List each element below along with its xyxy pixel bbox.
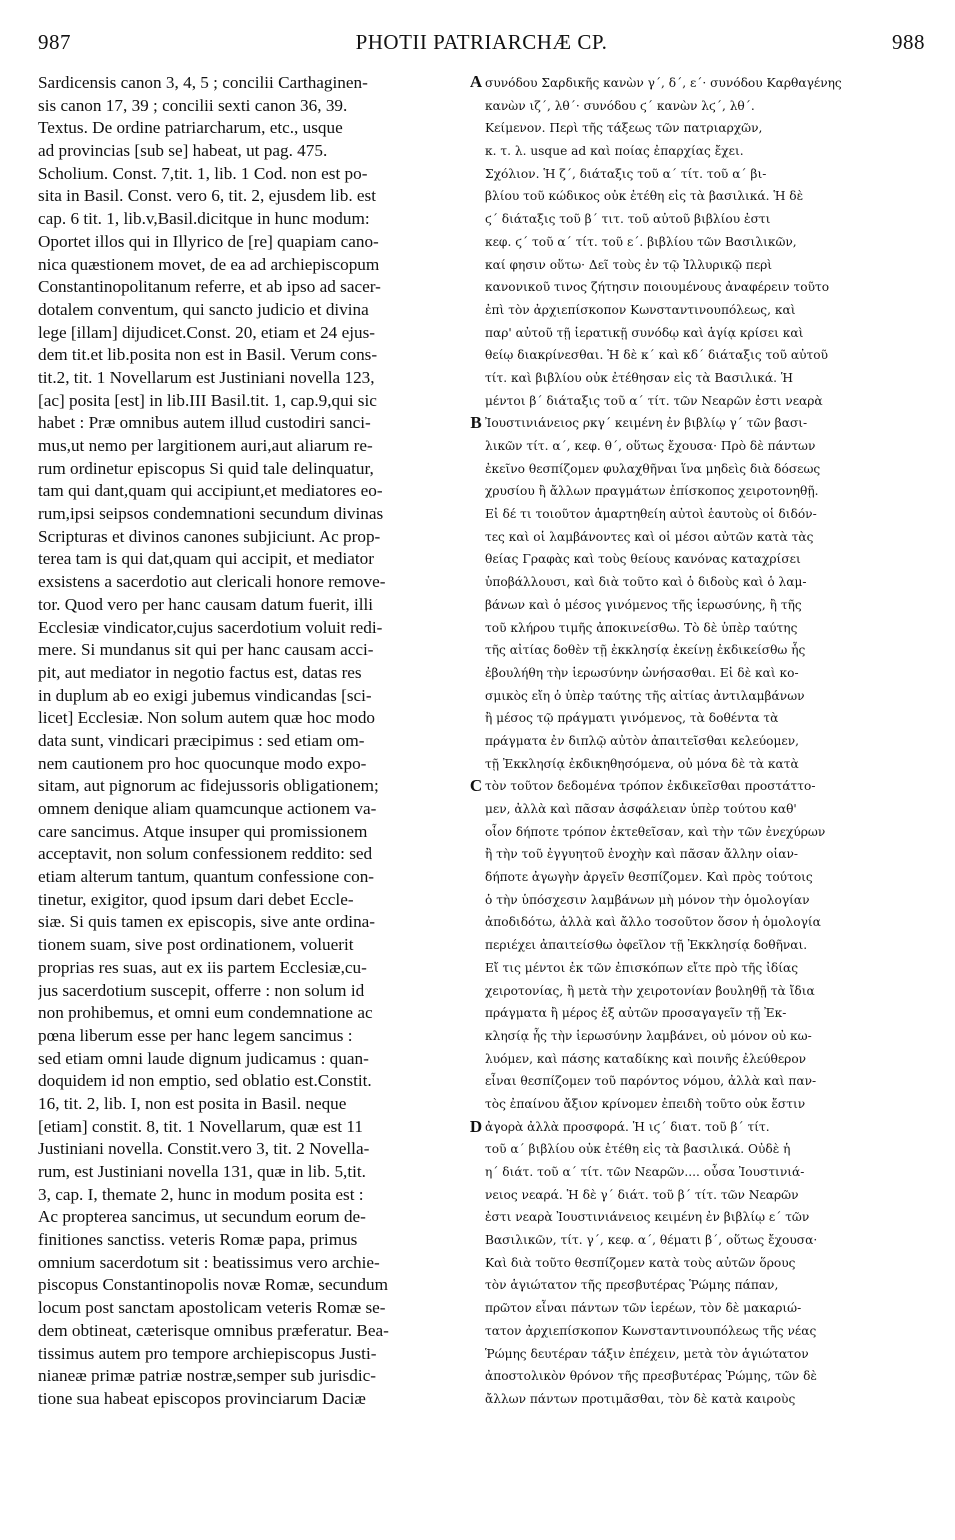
latin-line: tit.2, tit. 1 Novellarum est Justiniani novella 123, (38, 367, 375, 387)
latin-line: rum,ipsi seipsos condemnationi secundum divinas (38, 504, 384, 524)
greek-line: Σχόλιον. Ἡ ζ΄, διάταξις τοῦ α΄ τίτ. τοῦ α΄ βι- (485, 166, 767, 181)
greek-line: κανονικοῦ τινος ζήτησιν ποιουμένους ἀναφέρειν τοῦτο (485, 280, 830, 295)
latin-line: data sunt, vindicari præcipimus : sed etiam om- (38, 730, 365, 750)
latin-line: lege [illam] dijudicet.Const. 20, etiam et 24 ejus- (38, 322, 375, 342)
latin-line: pit, aut mediator in negotio factus est, datas res (38, 662, 362, 682)
greek-line: τοῦ α΄ βιβλίου οὐκ ἐτέθη εἰς τὰ βασιλικά. Οὐδὲ ἡ (485, 1142, 791, 1157)
latin-line: finitiones sanctiss. veteris Romæ papa, primus (38, 1230, 358, 1250)
greek-line: Ἰουστινιάνειος ρκγ΄ κειμένη ἐν βιβλίῳ γ΄ τῶν βασι- (485, 416, 808, 431)
greek-line: κ. τ. λ. usque ad καὶ ποίας ἐπαρχίας ἔχει. (485, 144, 744, 159)
greek-line: δήποτε ἀγωγὴν ἀργεῖν θεσπίζομεν. Καὶ πρὸς τούτοις (485, 870, 813, 885)
greek-line: Καὶ διὰ τοῦτο θεσπίζομεν κατὰ τοὺς αὐτῶν ὅρους (485, 1255, 796, 1270)
latin-line: Justiniani novella. Constit.vero 3, tit. 2 Novella- (38, 1139, 370, 1159)
latin-line: tor. Quod vero per hanc causam datum fuerit, illi (38, 594, 374, 614)
greek-line: βλίου τοῦ κώδικος οὐκ ἐτέθη εἰς τὰ βασιλικά. Ἡ δὲ (485, 189, 804, 204)
greek-line: περιέχει ἀπαιτείσθω ὀφεῖλον τῇ Ἐκκλησίᾳ δοθῆναι. (485, 938, 808, 953)
greek-line: τοῦ κλήρου τιμῆς ἀποκινείσθω. Τὸ δὲ ὑπὲρ ταύτης (485, 620, 798, 635)
latin-line: tionem suam, sive post ordinationem, voluerit (38, 935, 354, 955)
greek-line: ἐκεῖνο θεσπίζομεν φυλαχθῆναι ἵνα μηδεὶς διὰ δόσεως (485, 461, 821, 476)
margin-marker-a: A (469, 72, 483, 91)
greek-line: Κείμενον. Περὶ τῆς τάξεως τῶν πατριαρχῶν, (485, 121, 763, 136)
greek-line: βάνων καὶ ὁ μέσος γινόμενος τῆς ἱερωσύνης, ἢ τῆς (485, 597, 802, 612)
latin-column (38, 72, 466, 1411)
greek-line: οἷον δήποτε τρόπον ἐκτεθεῖσαν, καὶ τὴν τῶν ἐνεχύρων (485, 824, 826, 839)
greek-line: μέντοι β΄ διάταξις τοῦ α΄ τίτ. τῶν Νεαρῶν ἐστι νεαρὰ (485, 393, 823, 408)
greek-line: λυόμεν, καὶ πάσης καταδίκης καὶ ποινῆς ἐλεύθερον (485, 1051, 807, 1066)
margin-marker-d: D (469, 1117, 483, 1136)
latin-line: nica quæstionem movet, de ea ad archiepiscopum (38, 254, 380, 274)
greek-line: Ῥώμης δευτέραν τάξιν ἐπέχειν, μετὰ τὸν ἁγιώτατον (485, 1346, 809, 1361)
latin-line: jus sacerdotium suscepit, offerre : non solum id (38, 980, 365, 1000)
greek-line: ἀγορὰ ἀλλὰ προσφορά. Ἡ ιϛ΄ διατ. τοῦ β΄ τίτ. (485, 1119, 770, 1134)
greek-line: τες καὶ οἱ λαμβάνοντες καὶ οἱ μέσοι αὐτῶν κατὰ τὰς (485, 529, 814, 544)
latin-line: Ac propterea sancimus, ut secundum eorum de- (38, 1207, 366, 1227)
greek-line: τὸς ἐπαίνου ἄξιον κρίνομεν ἐπειδὴ τοῦτο οὐκ ἔστιν (485, 1096, 806, 1111)
greek-line: τῆς αἰτίας δοθὲν τῇ ἐκκλησίᾳ ἐκείνῃ ἐκδικείσθω ἧς (485, 643, 806, 658)
latin-line: etiam alterum tantum, quantum confessione con- (38, 867, 375, 887)
latin-line: mus,ut nemo per largitionem auri,aut aliarum re- (38, 436, 373, 455)
latin-line: pœna liberum esse per hanc legem sancimus : (38, 1025, 353, 1045)
latin-line: tam qui dant,quam qui accipiunt,et mediatores eo- (38, 481, 383, 501)
latin-line: 3, cap. I, themate 2, hunc in modum posita est : (38, 1184, 364, 1204)
greek-line: ἀποδιδότω, ἀλλὰ καὶ ἄλλο τοσοῦτον ὅσον ἡ ὁμολογία (485, 915, 821, 930)
latin-line: sita in Basil. Const. vero 6, tit. 2, ejusdem lib. est (38, 186, 377, 206)
greek-line: μεν, ἀλλὰ καὶ πᾶσαν ἀσφάλειαν ὑπὲρ τούτου καθ' (485, 802, 797, 816)
latin-line: licet] Ecclesiæ. Non solum autem quæ hoc modo (38, 708, 376, 728)
latin-line: Oportet illos qui in Illyrico de [re] quapiam cano- (38, 231, 379, 251)
greek-line: χειροτονίας, ἢ μετὰ τὴν χειροτονίαν βουληθῇ τὰ ἴδια (485, 983, 815, 998)
latin-line: rum, est Justiniani novella 131, quæ in lib. 5,tit. (38, 1162, 366, 1181)
latin-line: [etiam] constit. 8, tit. 1 Novellarum, quæ est 11 (38, 1116, 363, 1136)
latin-line: Ecclesiæ vindicator,cujus sacerdotium voluit redi- (38, 617, 383, 637)
greek-line: πράγματα ἢ μέρος ἐξ αὐτῶν προσαγαγεῖν τῇ Ἐκ- (485, 1006, 787, 1021)
latin-line: care sancimus. Atque insuper qui promissionem (38, 821, 368, 841)
latin-line: sis canon 17, 39 ; concilii sexti canon 36, 39. (38, 95, 348, 115)
margin-marker-c: C (469, 776, 483, 795)
greek-line: κεφ. ϛ΄ τοῦ α΄ τίτ. τοῦ ε΄. βιβλίου τῶν Βασιλικῶν, (485, 234, 797, 249)
latin-line: ad provincias [sub se] habeat, ut pag. 475. (38, 141, 328, 161)
latin-line: Textus. De ordine patriarcharum, etc., usque (38, 118, 343, 138)
latin-line: tissimus autem pro tempore archiepiscopus Justi- (38, 1343, 377, 1363)
latin-line: cap. 6 tit. 1, lib.v,Basil.dicitque in hunc modum: (38, 209, 370, 229)
margin-marker-b: B (470, 413, 482, 432)
latin-line: [ac] posita [est] in lib.III Basil.tit. 1, cap.9,qui sic (38, 390, 377, 410)
latin-line: dem obtineat, cæterisque omnibus præferatur. Bea- (38, 1320, 389, 1340)
latin-line: tinetur, exigitor, quod ipsum dari debet Eccle- (38, 889, 354, 909)
greek-line: ἀποστολικὸν θρόνον τῆς πρεσβυτέρας Ῥώμης, τῶν δὲ (485, 1369, 817, 1384)
greek-line: θείας Γραφὰς καὶ τοὺς θείους κανόνας καταχρίσει (485, 552, 801, 567)
greek-line: τὸν ἁγιώτατον τῆς πρεσβυτέρας Ῥώμης πάπαν, (485, 1278, 779, 1293)
latin-line: habet : Præ omnibus autem illud custodiri sanci- (38, 413, 371, 433)
greek-line: τατον ἀρχιεπίσκοπον Κωνσταντινουπόλεως τῆς νέας (485, 1323, 817, 1338)
greek-line: θείῳ διακρίνεσθαι. Ἡ δὲ κ΄ καὶ κδ΄ διάταξις τοῦ αὐτοῦ (485, 348, 829, 363)
greek-line: ἐβουλήθη τὴν ἱερωσύνην ὠνήσασθαι. Εἰ δὲ καὶ κο- (485, 665, 799, 680)
latin-line: Scholium. Const. 7,tit. 1, lib. 1 Cod. non est po- (38, 163, 368, 183)
latin-line: nem cautionem pro hoc quocunque modo expo- (38, 753, 367, 773)
latin-line: exsistens a sacerdotio aut clericali honore remove- (38, 572, 386, 592)
latin-line: sed etiam omni laude dignum judicamus : quan- (38, 1048, 369, 1068)
latin-line: doquidem id non emptio, sed oblatio est.Constit. (38, 1071, 372, 1091)
page-header (38, 30, 925, 62)
greek-line: ϛ΄ διάταξις τοῦ β΄ τιτ. τοῦ αὐτοῦ βιβλίου ἐστι (485, 212, 771, 227)
latin-line: acceptavit, non solum confessionem reddito: sed (38, 844, 373, 864)
latin-line: tione sua habeat episcopos provinciarum Daciæ (38, 1388, 366, 1408)
greek-line: ἄλλων πάντων προτιμᾶσθαι, τὸν δὲ κατὰ καιροὺς (485, 1391, 796, 1406)
running-title: PHOTII PATRIARCHÆ CP. (355, 30, 608, 54)
latin-line: locum post sanctam apostolicam veteris Romæ se- (38, 1298, 386, 1318)
latin-line: siæ. Si quis tamen ex episcopis, sive ante ordina- (38, 912, 376, 932)
latin-line: proprias res suas, aut ex iis partem Ecclesiæ,cu- (38, 957, 367, 977)
greek-line: εἶναι θεσπίζομεν τοῦ παρόντος νόμου, ἀλλὰ καὶ παν- (485, 1074, 817, 1089)
greek-line: η΄ διάτ. τοῦ α΄ τίτ. τῶν Νεαρῶν.... οὖσα Ἰουστινιά- (485, 1165, 805, 1179)
greek-line: καί φησιν οὕτω· Δεῖ τοὺς ἐν τῷ Ἰλλυρικῷ περὶ (485, 257, 773, 272)
greek-line: παρ' αὐτοῦ τῇ ἱερατικῇ συνόδῳ καὶ ἁγίᾳ κρίσει καὶ (485, 325, 804, 340)
page-number-right: 988 (892, 30, 925, 54)
greek-line: ὑποβάλλουσι, καὶ διὰ τοῦτο καὶ ὁ διδοὺς καὶ ὁ λαμ- (485, 575, 807, 590)
page-number-left: 987 (38, 30, 71, 54)
latin-line: 16, tit. 2, lib. I, non est posita in Basil. neque (38, 1093, 347, 1113)
greek-line: σμικὸς εἴη ὁ ὑπὲρ ταύτης τῆς αἰτίας ἀντιλαμβάνων (485, 688, 805, 703)
latin-line: mere. Si mundanus sit qui per hanc causam acci- (38, 640, 374, 660)
greek-line: συνόδου Σαρδικῆς κανὼν γ΄, δ΄, ε΄· συνόδου Καρθαγένης (485, 76, 842, 90)
greek-line: ἐστι νεαρὰ Ἰουστινιάνειος κειμένη ἐν βιβλίῳ ε΄ τῶν (485, 1210, 810, 1225)
latin-line: omnium sacerdotum sit : beatissimus vero archie- (38, 1252, 380, 1272)
greek-line: ἢ τὴν τοῦ ἐγγυητοῦ ἐνοχὴν καὶ πᾶσαν ἄλλην οἱαν- (485, 847, 799, 862)
greek-line: τίτ. καὶ βιβλίου οὐκ ἐτέθησαν εἰς τὰ Βασιλικά. Ἡ (485, 370, 793, 385)
greek-line: κλησίᾳ ἧς τὴν ἱερωσύνην λαμβάνει, οὐ μόνον οὐ κω- (485, 1028, 812, 1043)
greek-line: πράγματα ἐν διπλῷ αὐτὸν ἀπαιτεῖσθαι κελεύομεν, (485, 733, 800, 748)
greek-line: Βασιλικῶν, τίτ. γ΄, κεφ. α΄, θέματι β΄, οὕτως ἔχουσα· (485, 1233, 818, 1248)
latin-line: terea tam is qui dat,quam qui accipit, et mediator (38, 549, 374, 569)
greek-line: πρῶτον εἶναι πάντων τῶν ἱερέων, τὸν δὲ μακαριώ- (485, 1301, 802, 1316)
greek-column (485, 72, 928, 1411)
greek-line: νειος νεαρά. Ἡ δὲ γ΄ διάτ. τοῦ β΄ τίτ. τῶν Νεαρῶν (485, 1187, 799, 1202)
greek-line: ἐπὶ τὸν ἀρχιεπίσκοπον Κωνσταντινουπόλεως, καὶ (485, 302, 796, 317)
greek-line: Εἴ τις μέντοι ἐκ τῶν ἐπισκόπων εἴτε πρὸ τῆς ἰδίας (485, 960, 799, 975)
greek-line: ὁ τὴν ὑπόσχεσιν λαμβάνων μὴ μόνον τὴν ὁμολογίαν (485, 892, 810, 907)
latin-line: Sardicensis canon 3, 4, 5 ; concilii Carthaginen- (38, 73, 368, 92)
greek-line: τῇ Ἐκκλησίᾳ ἐκδικηθησόμενα, οὐ μόνα δὲ τὰ κατὰ (485, 756, 799, 771)
greek-line: λικῶν τίτ. α΄, κεφ. θ΄, οὕτως ἔχουσα· Πρὸ δὲ πάντων (485, 439, 816, 453)
latin-line: dotalem conventum, qui sancto judicio et divina (38, 299, 369, 319)
latin-line: Constantinopolitanum referre, et ab ipso ad sacer- (38, 277, 381, 297)
greek-line: ἢ μέσος τῷ πράγματι γινόμενος, τὰ δοθέντα τὰ (485, 711, 779, 726)
greek-line: τὸν τοῦτον δεδομένα τρόπον ἐκδικεῖσθαι προστάττο- (485, 779, 816, 794)
latin-line: Scripturas et divinos canones subjiciunt. Ac prop- (38, 526, 381, 546)
latin-line: piscopus Constantinopolis novæ Romæ, secundum (38, 1275, 388, 1295)
greek-line: χρυσίου ἢ ἄλλων πραγμάτων ἐπίσκοπος χειροτονηθῇ. (485, 484, 819, 499)
latin-line: nianeæ primæ patriæ nostræ,semper sub jurisdic- (38, 1366, 376, 1386)
latin-line: in duplum ab eo exigi jubemus vindicandas [sci- (38, 685, 372, 705)
greek-line: κανὼν ιζ΄, λθ΄· συνόδου ϛ΄ κανὼν λϛ΄, λθ΄. (485, 98, 755, 113)
latin-line: rum ordinetur episcopus Si quid tale delinquatur, (38, 458, 374, 478)
latin-line: non prohibemus, et omni eum condemnatione ac (38, 1003, 373, 1023)
greek-line: Εἰ δέ τι τοιοῦτον ἁμαρτηθείη αὐτοὶ ἑαυτοὺς οἱ διδόν- (485, 507, 817, 522)
latin-line: dem tit.et lib.posita non est in Basil. Verum cons- (38, 345, 378, 365)
latin-line: sitam, aut pignorum ac fidejussoris obligationem; (38, 776, 379, 796)
latin-line: omnem denique aliam quamcunque actionem va- (38, 799, 377, 818)
